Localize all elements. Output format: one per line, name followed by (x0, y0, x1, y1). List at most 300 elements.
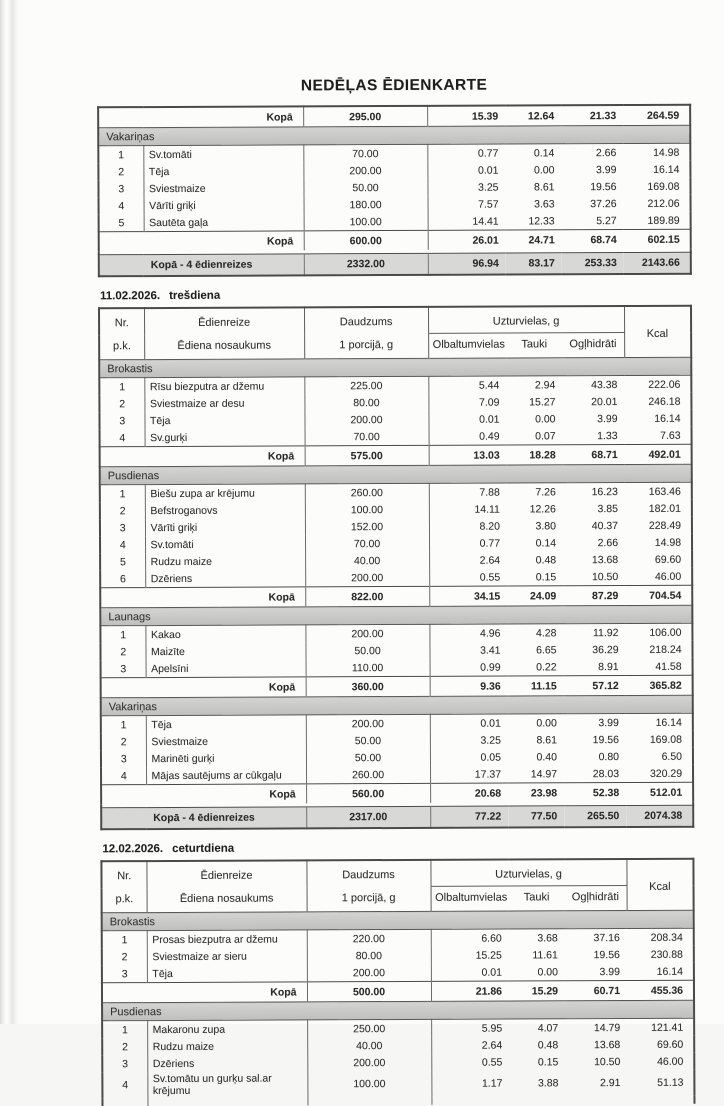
total-fat: 23.98 (508, 783, 564, 803)
meal-total-row (102, 980, 694, 1003)
header-carbs: Ogļhidrāti (569, 338, 617, 351)
header-qty: Daudzums (304, 307, 428, 334)
item-carbs: 5.27 (596, 214, 617, 227)
total-label: Kopā (98, 106, 303, 127)
item-nr: 3 (119, 414, 126, 427)
item-protein: 0.55 (481, 1056, 503, 1069)
item-qty: 180.00 (304, 196, 428, 214)
item-protein: 0.99 (480, 661, 501, 674)
item-nr: 2 (118, 165, 125, 178)
total-protein: 21.86 (431, 981, 509, 1001)
total-kcal: 264.59 (623, 105, 690, 126)
filler-cell (307, 1097, 431, 1106)
item-qty: 70.00 (305, 535, 429, 553)
item-fat: 0.48 (537, 1038, 559, 1051)
header-nutrients-group: Uzturvielas, g (430, 859, 626, 886)
item-kcal: 16.14 (653, 163, 680, 176)
header-meal-sub: Ēdiena nosaukums (147, 887, 307, 913)
item-protein: 0.01 (480, 717, 501, 730)
item-name: Sv.tomātu un gurķu sal.ar krējumu (147, 1071, 307, 1098)
item-fat: 4.07 (537, 1021, 559, 1034)
header-meal-sub: Ēdiena nosaukums (144, 334, 304, 360)
item-name: Vārīti griķi (144, 196, 304, 214)
item-qty: 152.00 (305, 518, 429, 536)
item-kcal: 14.98 (653, 146, 680, 159)
header-row-bottom (99, 332, 691, 360)
header-nr: Nr. (117, 870, 132, 883)
item-fat: 0.15 (537, 1055, 559, 1068)
item-qty: 110.00 (306, 659, 430, 677)
scanner-edge-shadow (0, 0, 20, 1024)
item-protein: 0.05 (480, 751, 501, 764)
item-nr: 3 (119, 521, 126, 534)
total-fat: 11.15 (508, 676, 564, 696)
item-protein: 14.41 (472, 215, 499, 228)
total-qty: 360.00 (306, 676, 430, 697)
header-nr: Nr. (114, 317, 129, 330)
item-qty: 70.00 (303, 144, 427, 162)
menu-table (100, 858, 695, 1106)
item-carbs: 3.99 (599, 965, 620, 978)
total-label: Kopā (102, 982, 307, 1003)
total-protein: 9.36 (430, 676, 508, 696)
item-carbs: 16.23 (591, 485, 618, 498)
item-qty: 100.00 (305, 501, 429, 519)
total-label: Kopā (100, 446, 305, 467)
total-label: Kopā (101, 784, 306, 804)
item-carbs: 19.56 (592, 733, 619, 746)
item-name: Sv.tomāti (145, 535, 305, 553)
item-kcal: 69.60 (654, 553, 682, 566)
item-kcal: 106.00 (649, 626, 682, 639)
grand-total-kcal: 2074.38 (626, 805, 693, 827)
header-nutrients-group: Uzturvielas, g (428, 306, 624, 333)
total-fat: 12.64 (505, 105, 561, 126)
total-kcal: 512.01 (626, 782, 693, 802)
item-carbs: 19.56 (590, 180, 617, 193)
meal-section-name: Vakariņas (101, 695, 693, 716)
table-body (98, 105, 691, 277)
meal-section-name: Pusdienas (102, 1000, 694, 1021)
header-meal: Ēdienreize (144, 307, 304, 334)
item-fat: 0.40 (536, 750, 557, 763)
item-protein: 2.64 (481, 1039, 503, 1052)
item-nr: 2 (119, 397, 126, 410)
item-name: Sautēta gaļa (144, 213, 304, 231)
item-name: Tēja (147, 964, 307, 982)
item-qty: 200.00 (307, 964, 431, 982)
item-kcal: 6.50 (661, 750, 683, 763)
item-nr: 3 (121, 967, 128, 980)
item-carbs: 10.50 (594, 1055, 621, 1068)
item-nr: 2 (119, 504, 126, 517)
grand-total-carbs: 253.33 (562, 252, 624, 274)
total-kcal: 365.82 (626, 675, 693, 695)
item-carbs: 20.01 (591, 395, 618, 408)
item-carbs: 14.79 (593, 1021, 621, 1034)
item-name: Dzēriens (147, 1054, 307, 1072)
item-name: Prosas biezputra ar džemu (147, 930, 307, 948)
item-fat: 0.00 (537, 965, 558, 978)
item-protein: 17.37 (474, 768, 502, 781)
day-grand-total-row (101, 805, 693, 829)
total-carbs: 52.38 (564, 782, 626, 802)
item-protein: 1.17 (481, 1077, 503, 1090)
item-fat: 3.68 (537, 931, 558, 944)
item-qty: 50.00 (303, 179, 427, 197)
total-kcal: 602.15 (624, 229, 691, 249)
item-nr: 1 (121, 933, 128, 946)
grand-total-qty: 2332.00 (304, 253, 428, 275)
day-date: 11.02.2026. (99, 290, 161, 303)
menu-table (97, 104, 692, 278)
item-name: Sviestmaize ar desu (144, 394, 304, 412)
item-nr: 1 (120, 718, 127, 731)
total-fat: 18.28 (507, 445, 563, 465)
item-fat: 0.07 (535, 429, 556, 442)
item-fat: 2.94 (534, 378, 556, 391)
item-kcal: 212.06 (647, 197, 680, 210)
grand-total-qty: 2317.00 (306, 806, 430, 828)
header-row-top (101, 859, 693, 888)
item-nr: 4 (120, 769, 127, 782)
item-qty: 50.00 (306, 732, 430, 750)
header-qty-sub: 1 porcijā, g (304, 333, 428, 359)
total-carbs: 57.12 (564, 675, 626, 695)
item-protein: 7.09 (478, 396, 500, 409)
item-name: Dzēriens (145, 569, 305, 587)
item-kcal: 16.14 (655, 716, 682, 729)
header-nr-sub: p.k. (115, 892, 134, 905)
item-fat: 15.27 (529, 395, 556, 408)
total-fat: 24.09 (507, 586, 563, 606)
total-carbs: 87.29 (563, 585, 625, 605)
meal-total-row (99, 229, 691, 251)
item-fat: 6.65 (536, 643, 557, 656)
total-label: Kopā (99, 231, 304, 251)
item-fat: 0.14 (533, 146, 555, 159)
item-name: Maizīte (145, 642, 305, 660)
page-content (97, 76, 695, 1106)
item-name: Vārīti griķi (145, 518, 305, 536)
item-protein: 6.60 (481, 932, 502, 945)
table-header (99, 306, 691, 360)
item-kcal: 189.89 (647, 214, 680, 227)
item-carbs: 37.16 (593, 931, 620, 944)
meal-section-name: Vakariņas (98, 125, 690, 146)
item-nr: 4 (119, 538, 126, 551)
item-nr: 6 (119, 572, 126, 585)
item-protein: 7.57 (478, 198, 499, 211)
grand-total-fat: 83.17 (506, 253, 562, 275)
header-meal: Ēdienreize (146, 860, 306, 887)
item-kcal: 16.14 (656, 965, 683, 978)
day-grand-total-row (99, 252, 691, 276)
header-kcal: Kcal (624, 306, 691, 358)
item-qty: 200.00 (306, 714, 430, 732)
item-carbs: 3.99 (598, 716, 619, 729)
header-protein: Olbaltumvielas (432, 338, 505, 351)
item-carbs: 37.26 (590, 197, 617, 210)
grand-total-fat: 77.50 (508, 806, 564, 828)
menu-item-row (102, 1070, 694, 1099)
item-nr: 1 (120, 628, 127, 641)
item-qty: 100.00 (307, 1071, 431, 1098)
item-kcal: 320.29 (649, 767, 683, 780)
item-kcal: 169.08 (647, 180, 680, 193)
total-protein: 26.01 (428, 230, 506, 250)
item-qty: 220.00 (307, 929, 431, 947)
item-carbs: 13.68 (593, 1038, 621, 1051)
header-fat: Tauki (521, 338, 548, 351)
meal-total-row (101, 782, 693, 804)
item-nr: 3 (120, 662, 127, 675)
item-protein: 14.11 (474, 503, 500, 516)
header-nr-sub: p.k. (113, 339, 131, 352)
item-qty: 80.00 (304, 394, 428, 412)
total-kcal: 704.54 (625, 585, 692, 605)
item-carbs: 3.99 (597, 412, 618, 425)
cutoff-filler-row (102, 1096, 694, 1106)
item-qty: 200.00 (305, 624, 429, 642)
item-fat: 0.00 (533, 163, 555, 176)
item-kcal: 218.24 (649, 643, 682, 656)
item-name: Rudzu maize (145, 552, 305, 570)
header-row-bottom (102, 885, 694, 913)
item-protein: 0.77 (479, 537, 501, 550)
day-heading (100, 288, 692, 303)
item-kcal: 208.34 (650, 931, 683, 944)
grand-total-label: Kopā - 4 ēdienreizes (101, 807, 306, 829)
item-nr: 4 (118, 199, 125, 212)
item-nr: 1 (119, 380, 126, 393)
item-fat: 12.33 (528, 214, 555, 227)
meal-section-name: Brokastis (102, 910, 694, 931)
filler-cell (431, 1096, 694, 1105)
item-nr: 2 (122, 1040, 128, 1053)
day-heading (102, 841, 694, 856)
total-qty: 600.00 (304, 230, 428, 250)
item-carbs: 10.50 (591, 570, 619, 583)
item-qty: 260.00 (305, 483, 429, 501)
item-name: Sviestmaize (146, 732, 306, 750)
item-kcal: 222.06 (648, 378, 681, 391)
item-name: Tēja (143, 162, 303, 180)
item-kcal: 182.01 (648, 502, 681, 515)
item-qty: 260.00 (306, 766, 430, 784)
item-nr: 4 (122, 1079, 129, 1092)
item-nr: 1 (119, 487, 126, 500)
item-protein: 0.01 (479, 413, 500, 426)
item-qty: 70.00 (305, 428, 429, 446)
total-kcal: 492.01 (625, 444, 692, 464)
item-fat: 7.26 (535, 485, 556, 498)
item-protein: 8.20 (479, 520, 500, 533)
total-carbs: 68.71 (563, 444, 625, 464)
grand-total-protein: 77.22 (430, 806, 508, 828)
total-qty: 295.00 (303, 106, 427, 127)
item-carbs: 3.85 (597, 502, 618, 515)
item-carbs: 28.03 (592, 767, 620, 780)
page-title: NEDĒĻAS ĒDIENKARTE (300, 76, 488, 95)
item-name: Biešu zupa ar krējumu (145, 484, 305, 502)
item-fat: 8.61 (534, 180, 555, 193)
table-header (101, 859, 693, 913)
table-body (99, 357, 693, 829)
meal-section-name: Launags (100, 605, 692, 626)
day-weekday: trešdiena (169, 289, 221, 302)
item-kcal: 41.58 (655, 660, 682, 673)
item-fat: 12.26 (529, 502, 556, 515)
item-kcal: 169.08 (649, 733, 682, 746)
item-qty: 225.00 (304, 376, 428, 394)
item-nr: 4 (119, 431, 126, 444)
item-carbs: 43.38 (591, 378, 618, 391)
total-fat: 15.29 (509, 981, 565, 1001)
item-kcal: 51.13 (657, 1076, 684, 1089)
total-protein: 15.39 (427, 106, 505, 127)
total-qty: 822.00 (305, 586, 429, 607)
menu-table (98, 305, 694, 831)
item-name: Rīsu biezputra ar džemu (144, 377, 304, 395)
item-protein: 3.25 (480, 734, 501, 747)
item-nr: 2 (120, 735, 127, 748)
total-protein: 34.15 (429, 586, 507, 606)
item-qty: 80.00 (307, 947, 431, 965)
day-weekday: ceturtdiena (172, 842, 235, 855)
item-protein: 0.01 (481, 966, 502, 979)
item-carbs: 13.68 (591, 553, 619, 566)
item-kcal: 228.49 (648, 519, 682, 532)
total-fat: 24.71 (506, 230, 562, 250)
item-fat: 0.00 (536, 716, 557, 729)
total-carbs: 21.33 (561, 105, 623, 126)
header-row-top (99, 306, 691, 335)
meal-total-row (100, 585, 692, 608)
item-name: Sviestmaize (143, 179, 303, 197)
item-name: Apelsīni (146, 659, 306, 677)
item-nr: 5 (119, 555, 126, 568)
item-name: Sviestmaize ar sieru (147, 947, 307, 965)
item-protein: 0.01 (477, 164, 499, 177)
item-name: Rudzu maize (147, 1037, 307, 1055)
item-kcal: 16.14 (654, 412, 681, 425)
item-name: Tēja (146, 715, 306, 733)
item-fat: 0.48 (535, 553, 557, 566)
header-protein: Olbaltumvielas (435, 891, 508, 904)
header-qty: Daudzums (306, 860, 430, 887)
item-fat: 8.61 (536, 733, 557, 746)
header-qty-sub: 1 porcijā, g (307, 886, 431, 912)
item-fat: 3.88 (537, 1077, 559, 1090)
item-nr: 2 (120, 645, 127, 658)
item-protein: 0.49 (479, 430, 500, 443)
item-fat: 3.80 (535, 519, 556, 532)
item-qty: 50.00 (305, 642, 429, 660)
total-carbs: 68.74 (562, 229, 624, 249)
item-name: Tēja (144, 411, 304, 429)
item-carbs: 40.37 (591, 519, 619, 532)
meal-total-row (100, 444, 692, 467)
item-name: Sv.gurķi (145, 428, 305, 446)
total-qty: 500.00 (307, 981, 431, 1002)
header-fat: Tauki (523, 891, 550, 904)
total-kcal: 455.36 (627, 980, 694, 1000)
total-protein: 13.03 (429, 445, 507, 465)
item-qty: 200.00 (304, 411, 428, 429)
item-carbs: 3.99 (595, 163, 617, 176)
total-label: Kopā (100, 587, 305, 608)
item-carbs: 2.66 (597, 536, 619, 549)
item-nr: 3 (120, 752, 127, 765)
item-nr: 3 (118, 182, 125, 195)
item-nr: 5 (118, 216, 125, 229)
total-qty: 575.00 (305, 445, 429, 466)
item-protein: 7.88 (479, 486, 500, 499)
item-kcal: 246.18 (648, 395, 681, 408)
item-protein: 5.44 (478, 379, 500, 392)
item-fat: 0.22 (536, 660, 557, 673)
item-kcal: 46.00 (657, 1055, 684, 1068)
item-qty: 40.00 (307, 1037, 431, 1055)
item-nr: 1 (118, 148, 125, 161)
item-carbs: 8.91 (598, 660, 619, 673)
item-kcal: 230.88 (650, 948, 683, 961)
item-fat: 3.63 (534, 197, 555, 210)
item-nr: 1 (121, 1023, 128, 1036)
filler-cell (102, 1098, 147, 1106)
item-carbs: 2.91 (599, 1077, 621, 1090)
item-nr: 3 (122, 1057, 129, 1070)
item-qty: 250.00 (307, 1019, 431, 1037)
item-kcal: 121.41 (651, 1021, 684, 1034)
item-name: Kakao (145, 625, 305, 643)
item-kcal: 14.98 (654, 536, 682, 549)
item-protein: 3.41 (480, 644, 501, 657)
item-name: Mājas sautējums ar cūkgaļu (146, 766, 306, 784)
carryover-total-row (98, 105, 690, 128)
item-carbs: 2.66 (595, 146, 617, 159)
meal-total-row (101, 675, 693, 698)
meal-section-name: Brokastis (99, 357, 691, 378)
item-protein: 0.77 (477, 147, 499, 160)
item-qty: 40.00 (305, 552, 429, 570)
item-protein: 3.25 (478, 181, 499, 194)
header-carbs: Ogļhidrāti (571, 891, 619, 904)
item-carbs: 11.92 (592, 626, 619, 639)
table-body (102, 910, 695, 1106)
item-fat: 0.15 (535, 570, 557, 583)
item-kcal: 46.00 (654, 570, 682, 583)
filler-cell (147, 1097, 307, 1106)
item-protein: 15.25 (475, 949, 502, 962)
item-qty: 200.00 (303, 162, 427, 180)
item-name: Makaronu zupa (147, 1020, 307, 1038)
grand-total-kcal: 2143.66 (624, 252, 691, 274)
item-name: Sv.tomāti (143, 145, 303, 163)
header-kcal: Kcal (626, 859, 693, 911)
item-fat: 0.14 (535, 536, 557, 549)
item-kcal: 163.46 (648, 485, 681, 498)
item-fat: 11.61 (532, 948, 558, 961)
item-protein: 5.95 (481, 1022, 503, 1035)
grand-total-carbs: 265.50 (564, 805, 626, 827)
grand-total-label: Kopā - 4 ēdienreizes (99, 254, 304, 276)
item-carbs: 0.80 (598, 750, 620, 763)
item-protein: 0.55 (479, 571, 501, 584)
item-qty: 100.00 (304, 213, 428, 231)
item-fat: 0.00 (535, 412, 556, 425)
